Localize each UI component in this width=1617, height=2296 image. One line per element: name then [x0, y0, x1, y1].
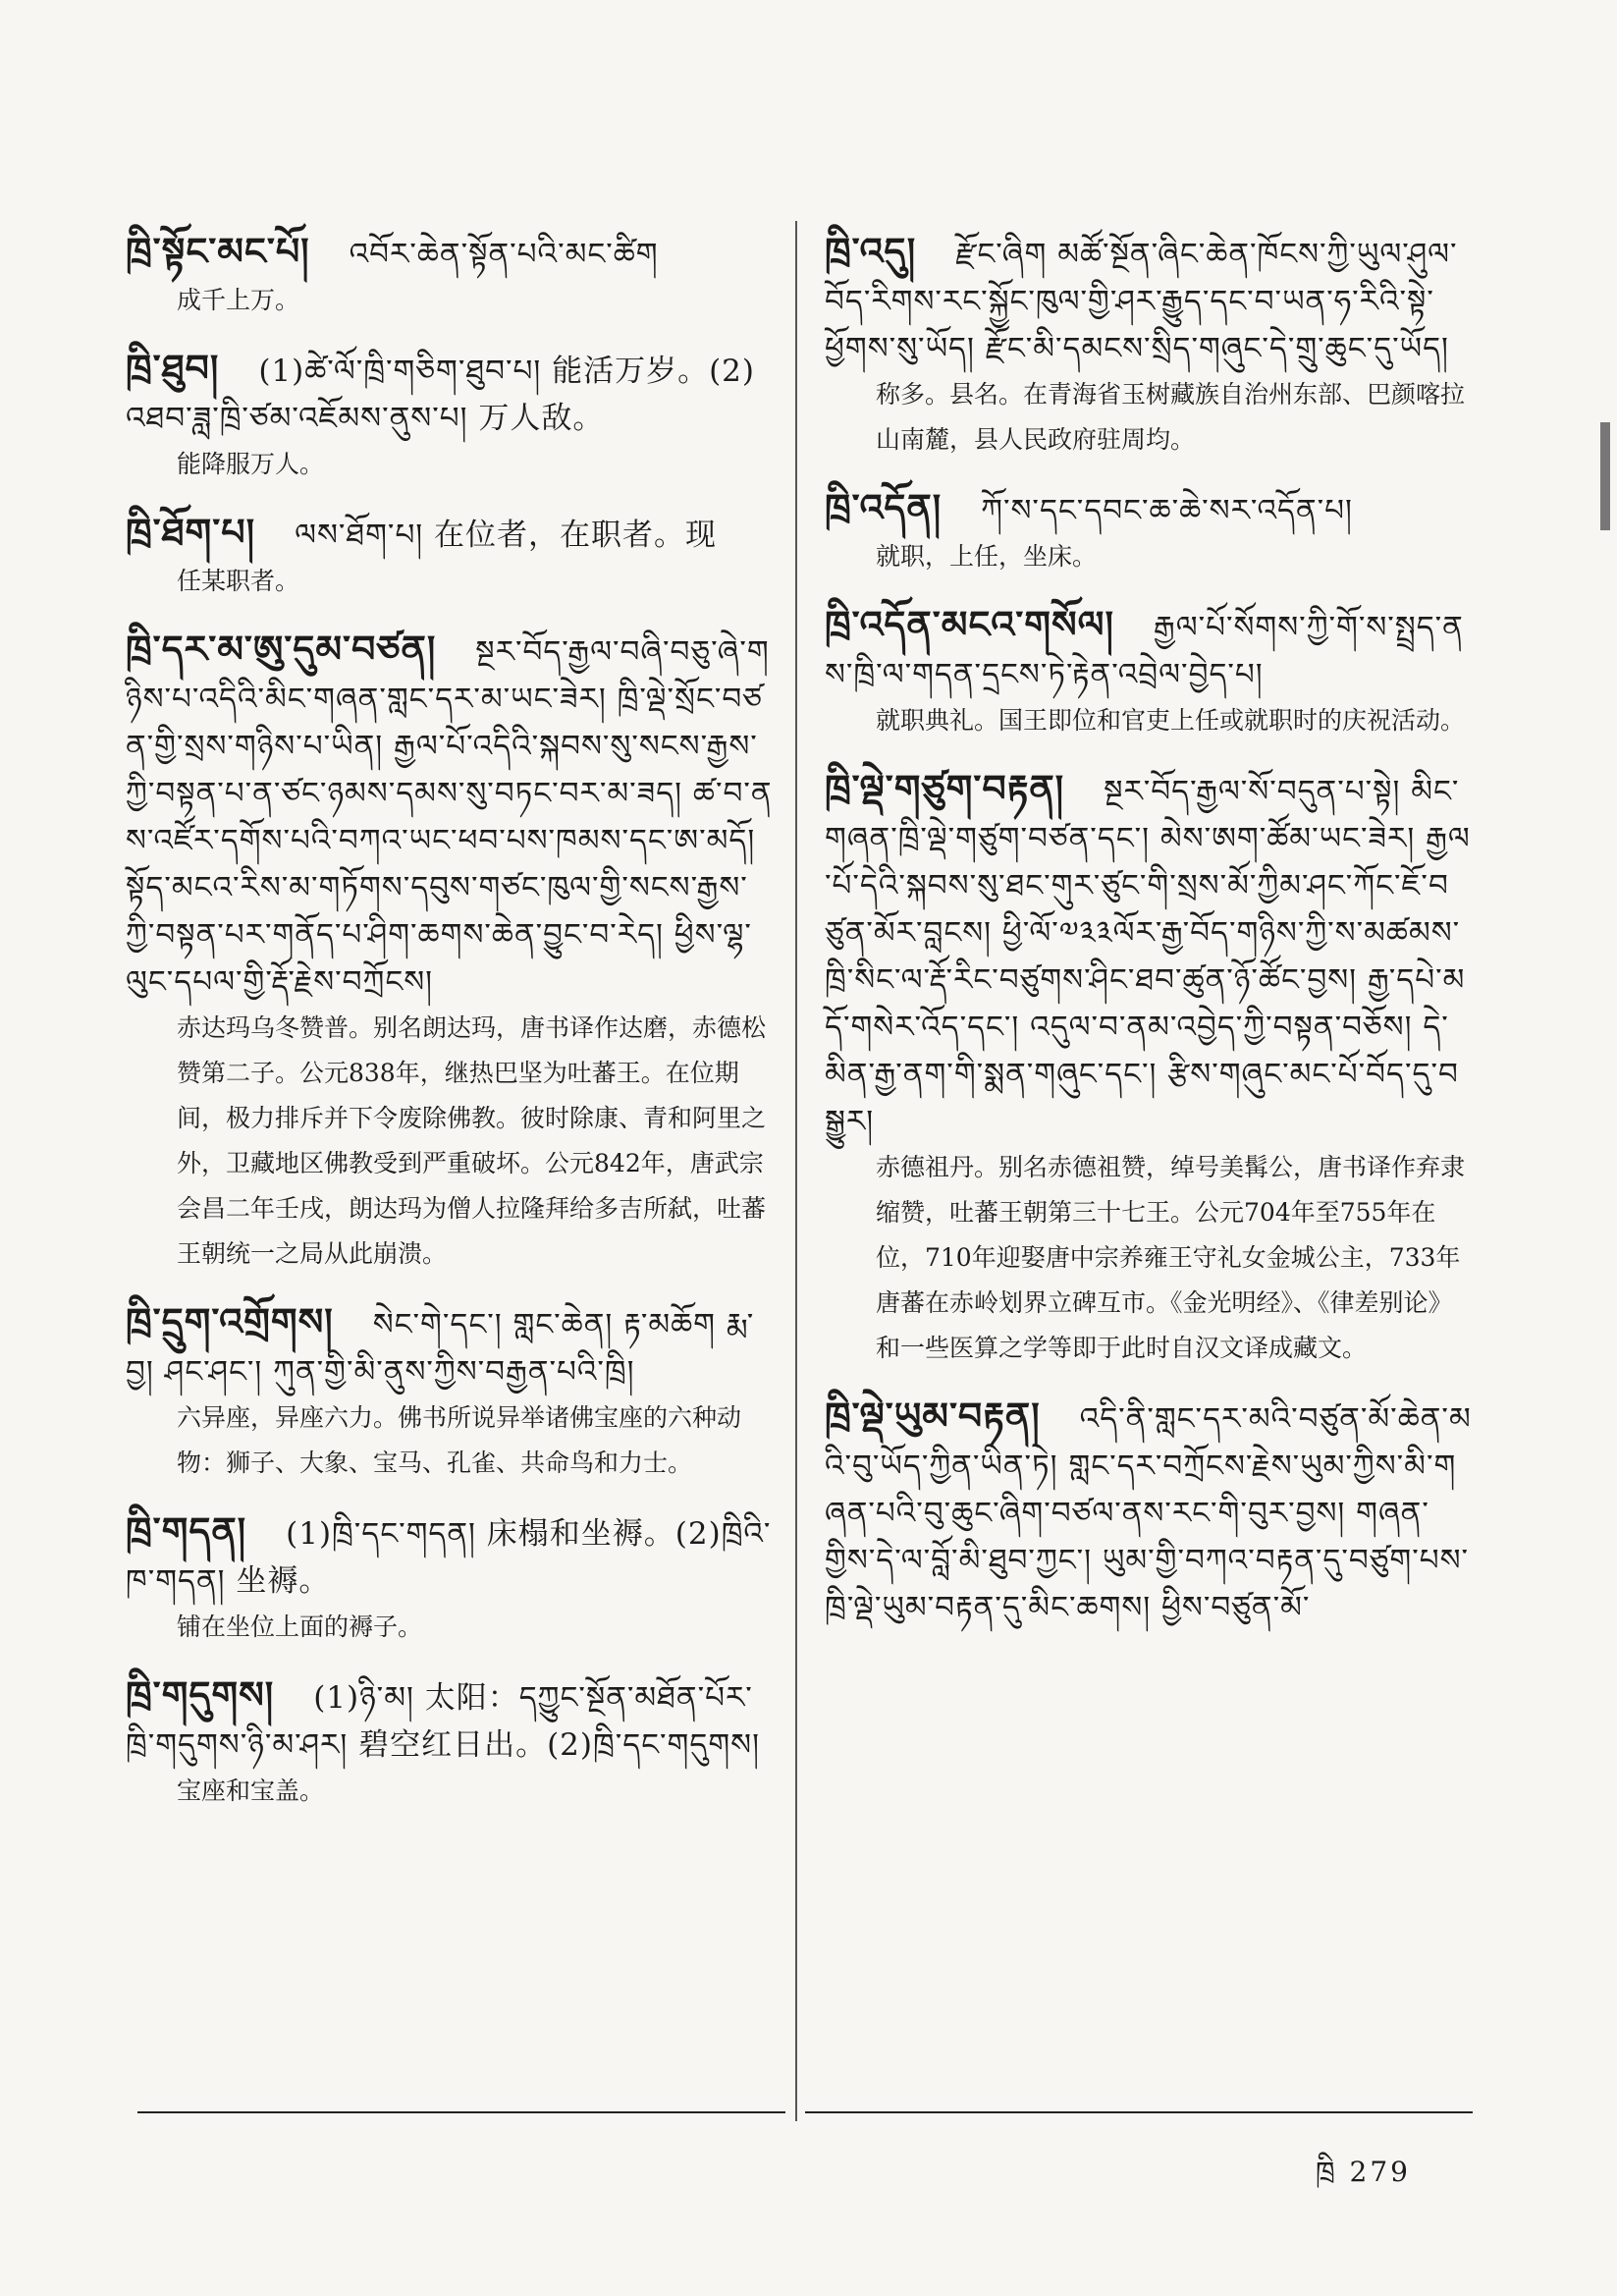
entry-tibetan-definition: འདི་ནི་གླང་དར་མའི་བཙུན་མོ་ཆེན་མའི་བུ་ཡོད་ཀྱིན་ཡིན་ཏེ། གླང་དར་བཀྲོངས་རྗེས་ཡུམ་ཀྱིས་མི་གཞན་པའི་བུ་ཆུང་ཞིག་བཙལ་ནས་རང་གི་བུར་བྱས། གཞན་གྱིས་དེ་ལ་བློ་མི་ཐུབ་ཀྱང་། ཡུམ་གྱི་བཀའ་བརྟན་དུ་བཙུག་པས་ཁྲི་ལྡེ་ཡུམ་བརྟན་དུ་མིང་ཆགས། ཕྱིས་བཙུན་མོ་: [825, 1401, 1472, 1625]
entry-tibetan-definition: (1)ཉི་མ། 太阳：དཀྱུང་སྔོན་མཐོན་པོར་ཁྲི་གདུགས་ཉི་མ་ཤར། 碧空红日出。(2)ཁྲི་དང་གདུགས།: [126, 1680, 760, 1763]
edge-thumb-index: [1600, 422, 1610, 530]
column-divider: [795, 221, 797, 2121]
entry-chinese-definition: 成千上万。: [177, 286, 300, 314]
entry-tibetan-definition: སེང་གེ་དང་། གླང་ཆེན། རྟ་མཆོག རྨ་བྱ། ཤང་ཤང་། ཀུན་གྱི་མི་ནུས་ཀྱིས་བརྒྱན་པའི་ཁྲི།: [126, 1307, 755, 1390]
dictionary-entry: [825, 484, 1473, 579]
dictionary-entry: [825, 765, 1473, 1371]
entry-chinese-definition: 能降服万人。: [177, 450, 325, 478]
right-column: [825, 228, 1473, 1653]
entry-tibetan-definition: (1)ཁྲི་དང་གདན། 床榻和坐褥。(2)ཁྲིའི་ཁ་གདན། 坐褥。: [126, 1516, 772, 1599]
left-column: [126, 228, 774, 1835]
entry-headword: ཁྲི་གདན།: [126, 1508, 247, 1553]
entry-chinese-definition: 宝座和宝盖。: [177, 1777, 325, 1805]
entry-chinese-definition: 就职典礼。国王即位和官吏上任或就职时的庆祝活动。: [876, 706, 1466, 735]
entry-headword: ཁྲི་སྟོང་མང་པོ།: [126, 229, 310, 273]
dictionary-entry: [126, 1671, 774, 1814]
entry-tibetan-definition: ཀོ་ས་དང་དབང་ཆ་ཆེ་སར་འདོན་པ།: [981, 493, 1353, 528]
entry-tibetan-definition: འབོར་ཆེན་སྟོན་པའི་མང་ཚིག: [349, 237, 659, 272]
entry-headword: ཁྲི་འདོན་མངའ་གསོལ།: [825, 602, 1114, 646]
entry-chinese-definition: 赤达玛乌冬赞普。别名朗达玛，唐书译作达磨，赤德松赞第二子。公元838年，继热巴坚为吐蕃王。在位期间，极力排斥并下令废除佛教。彼时除康、青和阿里之外，卫藏地区佛教受到严重破坏。公元842年，唐武宗会昌二年壬戌，朗达玛为僧人拉隆拜给多吉所弑，吐蕃王朝统一之局从此崩溃。: [177, 1013, 767, 1268]
dictionary-entry: [825, 228, 1473, 463]
dictionary-entry: [126, 626, 774, 1277]
entry-tibetan-definition: རྒྱལ་པོ་སོགས་ཀྱི་གོ་ས་སྤྲད་ནས་ཁྲི་ལ་གདན་དྲངས་ཏེ་རྟེན་འབྲེལ་བྱེད་པ།: [825, 610, 1464, 692]
dictionary-entry: [126, 1507, 774, 1650]
page-folio: ཁྲི 279: [1316, 2156, 1411, 2188]
dictionary-entry: [126, 509, 774, 604]
bottom-rule: [137, 2111, 785, 2113]
dictionary-entry: [825, 1393, 1473, 1631]
dictionary-entry: [126, 345, 774, 487]
bottom-rule: [805, 2111, 1473, 2113]
entry-headword: ཁྲི་གདུགས།: [126, 1672, 275, 1717]
entry-tibetan-definition: སྔར་བོད་རྒྱལ་སོ་བདུན་པ་སྟེ། མིང་གཞན་ཁྲི་ལྡེ་གཙུག་བཙན་དང་། མེས་ཨག་ཚོམ་ཡང་ཟེར། རྒྱལ་པོ་དེའི་སྐབས་སུ་ཐང་གུར་ཙུང་གི་སྲས་མོ་ཀྱིམ་ཤང་ཀོང་ཇོ་བཙུན་མོར་བླངས། ཕྱི་ལོ་༧༣༣ལོར་རྒྱ་བོད་གཉིས་ཀྱི་ས་མཚམས་ཁྲི་སིང་ལ་རྡོ་རིང་བཙུགས་ཤིང་ཐབ་ཚུན་ཉོ་ཚོང་བྱས། རྒྱ་དཔེ་མདོ་གསེར་འོད་དང་། འདུལ་བ་ནམ་འབྱེད་ཀྱི་བསྟན་བཅོས། དེ་མིན་རྒྱ་ནག་གི་སྨན་གཞུང་དང་། རྩིས་གཞུང་མང་པོ་བོད་དུ་བསྒྱུར།: [825, 774, 1471, 1139]
entry-tibetan-definition: རྫོང་ཞིག མཚོ་སྔོན་ཞིང་ཆེན་ཁོངས་ཀྱི་ཡུལ་ཤུལ་བོད་རིགས་རང་སྐྱོང་ཁུལ་གྱི་ཤར་རྒྱུད་དང་བ་ཡན་ཧ་རིའི་སྟེ་ཕྱོགས་སུ་ཡོད། རྫོང་མི་དམངས་སྲིད་གཞུང་དེ་གྲུ་ཆུང་དུ་ཡོད།: [825, 237, 1458, 366]
entry-headword: ཁྲི་ལྡེ་ཡུམ་བརྟན།: [825, 1394, 1041, 1438]
entry-chinese-definition: 六异座，异座六力。佛书所说异举诸佛宝座的六种动物：狮子、大象、宝马、孔雀、共命鸟和力士。: [177, 1403, 742, 1477]
entry-headword: ཁྲི་ཐུབ།: [126, 346, 220, 390]
entry-headword: ཁྲི་ལྡེ་གཙུག་བརྟན།: [825, 766, 1065, 810]
entry-headword: ཁྲི་འདོན།: [825, 485, 943, 529]
entry-headword: ཁྲི་དར་མ་ཨུ་དུམ་བཙན།: [126, 627, 437, 671]
dictionary-entry: [126, 1298, 774, 1486]
entry-headword: ཁྲི་འདུ།: [825, 229, 917, 273]
dictionary-entry: [825, 601, 1473, 743]
entry-chinese-definition: 铺在坐位上面的褥子。: [177, 1613, 423, 1641]
entry-headword: ཁྲི་ཐོག་པ།: [126, 510, 256, 554]
entry-chinese-definition: 赤德祖丹。别名赤德祖赞，绰号美髯公，唐书译作弃隶缩赞，吐蕃王朝第三十七王。公元704年至755年在位，710年迎娶唐中宗养雍王守礼女金城公主，733年唐蕃在赤岭划界立碑互市。《金光明经》、《律差别论》和一些医算之学等即于此时自汉文译成藏文。: [876, 1153, 1466, 1362]
entry-chinese-definition: 就职，上任，坐床。: [876, 542, 1098, 571]
entry-tibetan-definition: སྔར་བོད་རྒྱལ་བཞི་བཅུ་ཞེ་གཉིས་པ་འདིའི་མིང་གཞན་གླང་དར་མ་ཡང་ཟེར། ཁྲི་ལྡེ་སྲོང་བཙན་གྱི་སྲས་གཉིས་པ་ཡིན། རྒྱལ་པོ་འདིའི་སྐབས་སུ་སངས་རྒྱས་ཀྱི་བསྟན་པ་ན་ཙང་ཉམས་དམས་སུ་བཏང་བར་མ་ཟད། ཚ་བ་ནས་འཛོར་དགོས་པའི་བཀའ་ཡང་ཕབ་པས་ཁམས་དང་ཨ་མདོ། སྟོད་མངའ་རིས་མ་གཏོགས་དབུས་གཙང་ཁུལ་གྱི་སངས་རྒྱས་ཀྱི་བསྟན་པར་གནོད་པ་ཤིག་ཆགས་ཆེན་བྱུང་བ་རེད། ཕྱིས་ལྷ་ལུང་དཔལ་གྱི་རྡོ་རྗེས་བཀྲོངས།: [126, 634, 773, 1000]
entry-chinese-definition: 称多。县名。在青海省玉树藏族自治州东部、巴颜喀拉山南麓，县人民政府驻周均。: [876, 380, 1466, 454]
entry-headword: ཁྲི་དྲུག་འགྲོགས།: [126, 1299, 334, 1343]
entry-chinese-definition: 任某职者。: [177, 567, 300, 595]
dictionary-entry: [126, 228, 774, 323]
entry-tibetan-definition: (1)ཚེ་ལོ་ཁྲི་གཅིག་ཐུབ་པ། 能活万岁。(2)འཐབ་ཟླ་ཁྲི་ཙམ་འཇོམས་ནུས་པ། 万人敌。: [126, 354, 755, 436]
entry-tibetan-definition: ལས་ཐོག་པ། 在位者，在职者。现: [295, 518, 718, 553]
